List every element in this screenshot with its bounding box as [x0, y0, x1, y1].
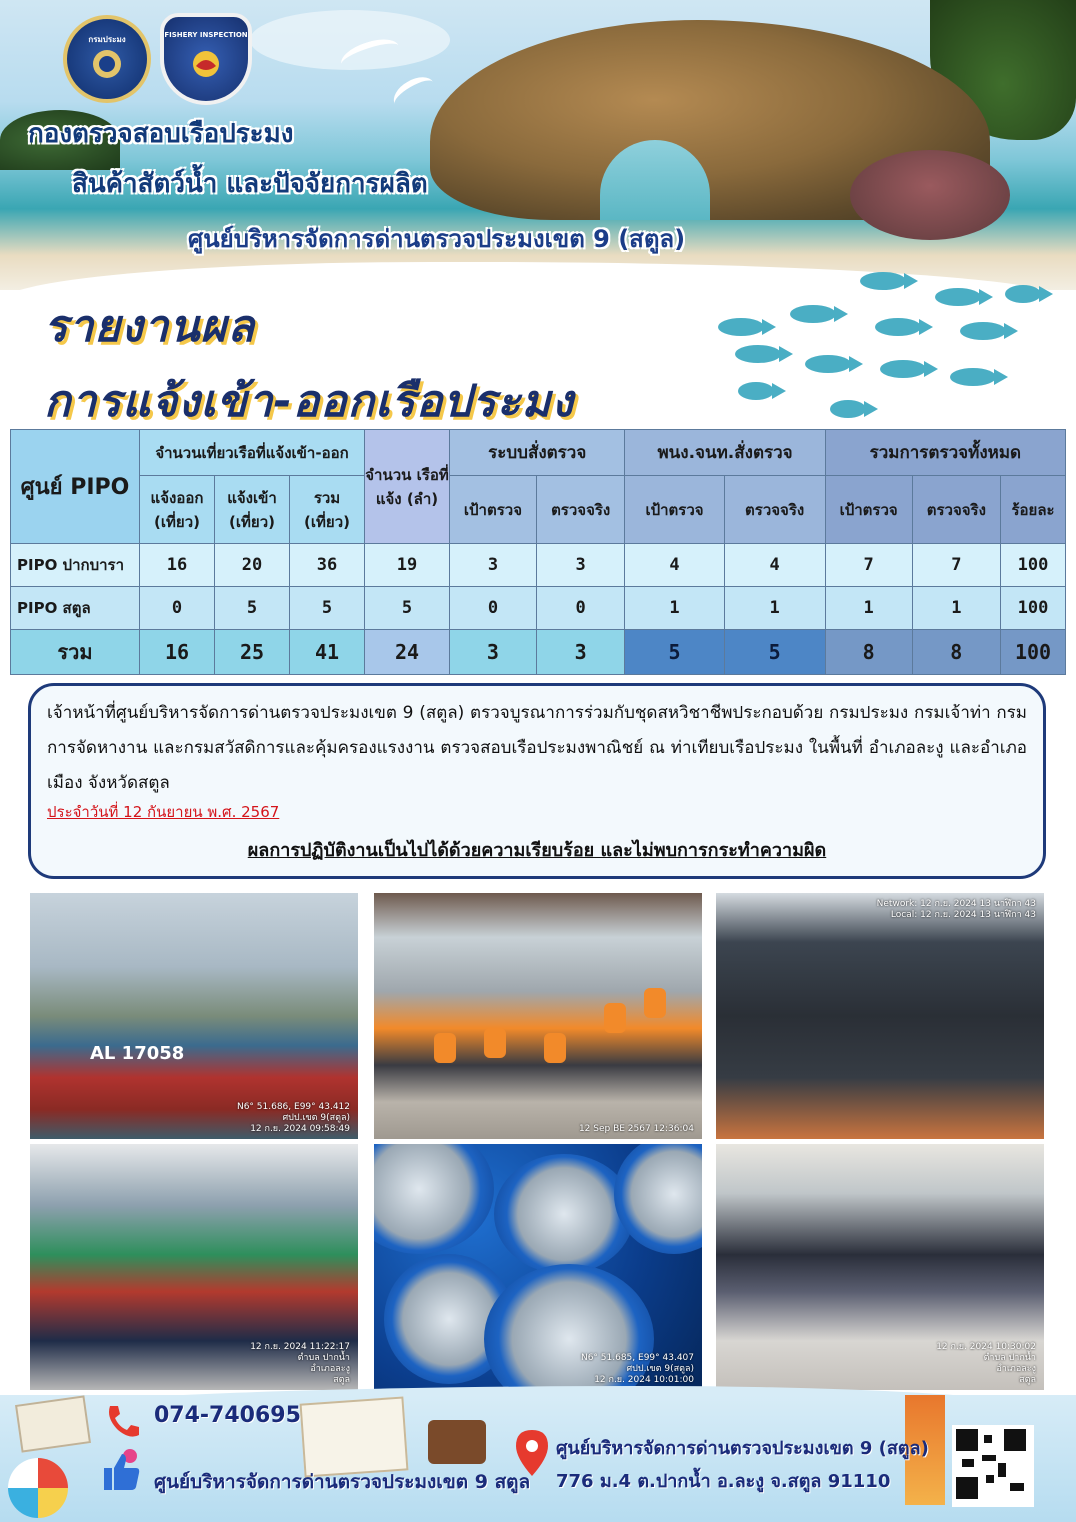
cell-percent: 100: [1001, 587, 1066, 630]
total-off-target: 5: [625, 630, 724, 675]
life-vest: [544, 1033, 566, 1063]
rock: [850, 150, 1010, 240]
cell-all-target: 7: [825, 544, 912, 587]
group-all: รวมการตรวจทั้งหมด: [825, 430, 1065, 476]
report-title: รายงานผล: [44, 301, 256, 352]
photo-stamp: [237, 1102, 350, 1135]
cell-in: 5: [215, 587, 290, 630]
photo-stamp: [250, 1342, 350, 1386]
stamp-time: 12 ก.ย. 2024 09:58:49: [250, 1124, 350, 1134]
stamp-unit: ศปป.เขต 9(สตูล): [282, 1113, 350, 1123]
photo-stamp: [936, 1342, 1036, 1386]
pipo-stats-table: [10, 429, 1066, 675]
stamp-district: อำเภอละงู: [996, 1364, 1036, 1374]
photo-stamp: [581, 1353, 694, 1386]
stamp-local-time: Local: 12 ก.ย. 2024 13 นาฬิกา 43: [890, 910, 1036, 920]
stamp-network-time: Network: 12 ก.ย. 2024 13 นาฬิกา 43: [876, 899, 1036, 909]
photo-officers-inspection: [28, 1142, 360, 1392]
cell-sys-target: 3: [450, 544, 537, 587]
total-sum: 41: [290, 630, 365, 675]
fish-icon: [735, 345, 781, 363]
table-row: [11, 587, 1066, 630]
suitcase-icon: [428, 1420, 486, 1464]
cell-off-actual: 1: [724, 587, 825, 630]
cell-all-target: 1: [825, 587, 912, 630]
cell-out: 0: [140, 587, 215, 630]
col-off-target: เป้าตรวจ: [625, 476, 724, 544]
header-banner: [0, 0, 1076, 290]
postcard-icon: [300, 1396, 409, 1477]
fish-icon: [1005, 285, 1041, 303]
cell-all-actual: 1: [912, 587, 1001, 630]
col-center: ศูนย์ PIPO: [11, 430, 140, 544]
photo-fishing-boat: [28, 891, 360, 1141]
cell-sys-actual: 3: [536, 544, 625, 587]
total-all-target: 8: [825, 630, 912, 675]
table-row: [11, 544, 1066, 587]
stamp-district: อำเภอละงู: [310, 1364, 350, 1374]
phone-icon: [100, 1400, 144, 1444]
qr-code[interactable]: [952, 1425, 1034, 1507]
group-system: ระบบสั่งตรวจ: [450, 430, 625, 476]
photo-fish-buckets: [372, 1142, 704, 1392]
result-statement: ผลการปฏิบัติงานเป็นไปได้ด้วยความเรียบร้อย และไม่พบการกระทำความผิด: [247, 840, 827, 861]
fish-icon: [860, 272, 906, 290]
division-subtitle: สินค้าสัตว์น้ำ และปัจจัยการผลิต: [72, 169, 428, 199]
col-all-target: เป้าตรวจ: [825, 476, 912, 544]
photo-fishing-net: [714, 891, 1046, 1141]
cell-boats: 19: [365, 544, 450, 587]
facebook-page-name[interactable]: ศูนย์บริหารจัดการด่านตรวจประมงเขต 9 สตูล: [154, 1471, 531, 1493]
fish-icon: [738, 382, 774, 400]
cell-all-actual: 7: [912, 544, 1001, 587]
cell-sum: 5: [290, 587, 365, 630]
photo-document-check: [714, 1142, 1046, 1392]
group-officer: พนง.จนท.สั่งตรวจ: [625, 430, 825, 476]
cell-off-actual: 4: [724, 544, 825, 587]
beach-ball-icon: [8, 1458, 68, 1518]
fish-icon: [830, 400, 866, 418]
row-center-name: PIPO ปากบารา: [11, 544, 140, 587]
contact-phone[interactable]: 074-740695: [154, 1403, 301, 1428]
cell-sys-actual: 0: [536, 587, 625, 630]
seagull-icon: [388, 71, 439, 116]
group-trips: จำนวนเที่ยวเรือที่แจ้งเข้า-ออก: [140, 430, 365, 476]
cell-boats: 5: [365, 587, 450, 630]
cell-sys-target: 0: [450, 587, 537, 630]
total-out: 16: [140, 630, 215, 675]
info-box: [28, 683, 1046, 879]
stamp-unit: ศปป.เขต 9(สตูล): [626, 1364, 694, 1374]
total-boats: 24: [365, 630, 450, 675]
fish-icon: [880, 360, 926, 378]
boat-registration: AL 17058: [90, 1043, 185, 1064]
photo-stamp: [579, 1124, 694, 1135]
col-off-actual: ตรวจจริง: [724, 476, 825, 544]
office-address: 776 ม.4 ต.ปากน้ำ อ.ละงู จ.สตูล 91110: [556, 1471, 891, 1492]
total-percent: 100: [1001, 630, 1066, 675]
col-all-actual: ตรวจจริง: [912, 476, 1001, 544]
stamp-coords: N6° 51.685, E99° 43.407: [580, 1353, 694, 1363]
total-off-actual: 5: [724, 630, 825, 675]
life-vest: [484, 1028, 506, 1058]
division-title: กองตรวจสอบเรือประมง: [28, 119, 294, 149]
stamp-time: 12 Sep BE 2567 12:36:04: [578, 1124, 694, 1134]
col-out: แจ้งออก (เที่ยว): [140, 476, 215, 544]
office-name: ศูนย์บริหารจัดการด่านตรวจประมงเขต 9 (สตูล): [556, 1438, 929, 1459]
stamp-time: 12 ก.ย. 2024 10:01:00: [594, 1375, 694, 1385]
col-sys-actual: ตรวจจริง: [536, 476, 625, 544]
life-vest: [644, 988, 666, 1018]
facebook-like-icon: [96, 1446, 144, 1494]
col-sys-target: เป้าตรวจ: [450, 476, 537, 544]
cell-sum: 36: [290, 544, 365, 587]
life-vest: [434, 1033, 456, 1063]
col-in: แจ้งเข้า (เที่ยว): [215, 476, 290, 544]
cell-out: 16: [140, 544, 215, 587]
col-sum: รวม (เที่ยว): [290, 476, 365, 544]
fish-icon: [875, 318, 921, 336]
info-paragraph: เจ้าหน้าที่ศูนย์บริหารจัดการด่านตรวจประมงเขต 9 (สตูล) ตรวจบูรณาการร่วมกับชุดสหวิชาชีพประกอบด้วย กรมประมง กรมเจ้าท่า กรมการจัดหางาน และกรมสวัสดิการและคุ้มครองแรงงาน ตรวจสอบเรือประมงพาณิชย์ ณ ท่าเทียบเรือประมง ในพื้นที่ อำเภอละงู และอำเภอเมือง จังหวัดสตูล: [47, 703, 1027, 793]
bucket: [372, 1142, 494, 1254]
photo-crew-group: [372, 891, 704, 1141]
fish-icon: [790, 305, 836, 323]
stamp-subdistrict: ตำบล ปากน้ำ: [297, 1353, 350, 1363]
col-boats: จำนวน เรือที่แจ้ง (ลำ): [365, 430, 450, 544]
stamp-province: สตูล: [1019, 1375, 1036, 1385]
bucket: [494, 1154, 634, 1274]
fish-icon: [718, 318, 764, 336]
stamp-subdistrict: ตำบล ปากน้ำ: [983, 1353, 1036, 1363]
fishery-inspection-logo: FISHERY INSPECTION: [160, 13, 252, 105]
cell-percent: 100: [1001, 544, 1066, 587]
table-total-row: [11, 630, 1066, 675]
department-of-fisheries-logo: กรมประมง: [63, 15, 151, 103]
report-date: ประจำวันที่ 12 กันยายน พ.ศ. 2567: [47, 803, 280, 821]
report-subtitle: การแจ้งเข้า-ออกเรือประมง: [44, 376, 574, 427]
total-all-actual: 8: [912, 630, 1001, 675]
total-label: รวม: [11, 630, 140, 675]
cell-off-target: 4: [625, 544, 724, 587]
fish-icon: [805, 355, 851, 373]
photo-stamp: [877, 899, 1036, 921]
cell-off-target: 1: [625, 587, 724, 630]
life-vest: [604, 1003, 626, 1033]
total-in: 25: [215, 630, 290, 675]
stamp-time: 12 ก.ย. 2024 10:30:02: [936, 1342, 1036, 1352]
location-pin-icon: [514, 1428, 550, 1478]
col-percent: ร้อยละ: [1001, 476, 1066, 544]
stamp-province: สตูล: [333, 1375, 350, 1385]
fish-icon: [960, 322, 1006, 340]
total-sys-actual: 3: [536, 630, 625, 675]
total-sys-target: 3: [450, 630, 537, 675]
stamp-coords: N6° 51.686, E99° 43.412: [236, 1102, 350, 1112]
stamp-time: 12 ก.ย. 2024 11:22:17: [250, 1342, 350, 1352]
center-title: ศูนย์บริหารจัดการด่านตรวจประมงเขต 9 (สตูล): [188, 225, 686, 253]
envelope-icon: [15, 1395, 91, 1452]
cell-in: 20: [215, 544, 290, 587]
fish-icon: [935, 288, 981, 306]
fish-icon: [950, 368, 996, 386]
row-center-name: PIPO สตูล: [11, 587, 140, 630]
